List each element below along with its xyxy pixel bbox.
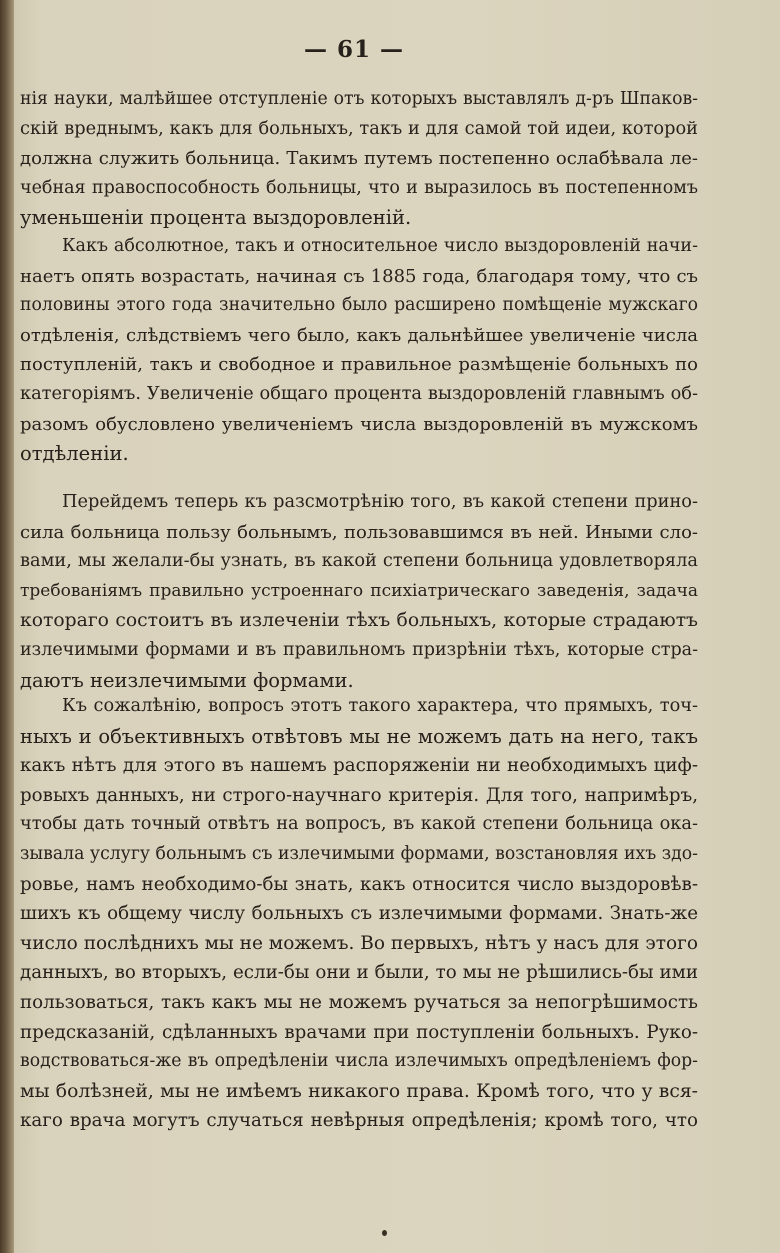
paragraph-3 [20,488,698,695]
text-line: поступленій, такъ и свободное и правильное размѣщеніе больныхъ по [20,354,698,376]
text-line: шихъ къ общему числу больныхъ съ излечимыми формами. Знать-же [20,903,698,925]
text-line: отдѣленіи. [20,442,129,466]
text-line: должна служить больница. Такимъ путемъ постепенно ослабѣвала ле- [20,148,698,170]
text-line: даютъ неизлечимыми формами. [20,668,354,692]
text-line: ровыхъ данныхъ, ни строго-научнаго критерія. Для того, напримѣръ, [20,784,698,806]
text-line: число послѣднихъ мы не можемъ. Во первыхъ, нѣтъ у насъ для этого [20,932,698,954]
text-line: вами, мы желали-бы узнать, въ какой степени больница удовлетворяла [20,551,698,572]
text-line: предсказаній, сдѣланныхъ врачами при поступленіи больныхъ. Руко- [20,1021,698,1043]
text-line: требованіямъ правильно устроеннаго психіатрическаго заведенія, задача [20,580,698,601]
text-line: Какъ абсолютное, такъ и относительное число выздоровленій начи- [62,236,698,256]
text-line: Перейдемъ теперь къ разсмотрѣнію того, въ какой степени прино- [62,492,698,512]
text-line: уменьшеніи процента выздоровленій. [20,206,412,230]
text-line: чтобы дать точный отвѣтъ на вопросъ, въ какой степени больница ока- [20,814,698,835]
text-line: данныхъ, во вторыхъ, если-бы они и были, то мы не рѣшились-бы ими [20,962,698,984]
text-line: излечимыми формами и въ правильномъ призрѣніи тѣхъ, которые стра- [20,639,698,660]
text-line: категоріямъ. Увеличеніе общаго процента выздоровленій главнымъ об- [20,383,698,404]
text-line: сила больница пользу больнымъ, пользовавшимся въ ней. Иными сло- [20,521,698,543]
text-line: каго врача могутъ случаться невѣрныя опредѣленія; кромѣ того, что [20,1110,698,1132]
text-line: Къ сожалѣнію, вопросъ этотъ такого характера, что прямыхъ, точ- [62,696,698,716]
text-line: мы болѣзней, мы не имѣемъ никакого права. Кромѣ того, что у вся- [20,1080,698,1102]
paragraph-4 [20,692,698,1136]
text-line: наетъ опять возрастать, начиная съ 1885 года, благодаря тому, что съ [20,265,698,287]
text-line: отдѣленія, слѣдствіемъ чего было, какъ дальнѣйшее увеличеніе числа [20,324,698,346]
text-line: половины этого года значительно было расширено помѣщеніе мужскаго [20,295,698,316]
page-number: — 61 — [303,36,405,63]
text-line: котораго состоитъ въ излеченіи тѣхъ больныхъ, которые страдаютъ [20,610,698,632]
text-line: чебная правоспособность больницы, что и выразилось въ постепенномъ [20,177,698,198]
text-line: пользоваться, такъ какъ мы не можемъ ручаться за непогрѣшимость [20,991,698,1013]
text-line: разомъ обусловлено увеличеніемъ числа выздоровленій въ мужскомъ [20,413,698,435]
text-line: ровье, намъ необходимо-бы знать, какъ относится число выздоровѣв- [20,873,698,895]
text-line: водствоваться-же въ опредѣленіи числа излечимыхъ опредѣленіемъ фор- [20,1051,698,1072]
text-line: нія науки, малѣйшее отступленіе отъ которыхъ выставлялъ д-ръ Шпаков- [20,89,698,109]
paragraph-2 [20,232,698,469]
text-line: ныхъ и объективныхъ отвѣтовъ мы не можемъ дать на него, такъ [20,724,698,748]
text-line: зывала услугу больнымъ съ излечимыми формами, возстановляя ихъ здо- [20,843,698,864]
page-binding-edge [0,0,14,1253]
ink-speck [382,1230,387,1236]
paragraph-1 [20,85,698,233]
text-line: скій вреднымъ, какъ для больныхъ, такъ и для самой той идеи, которой [20,118,698,139]
text-line: какъ нѣтъ для этого въ нашемъ распоряженіи ни необходимыхъ циф- [20,755,698,777]
